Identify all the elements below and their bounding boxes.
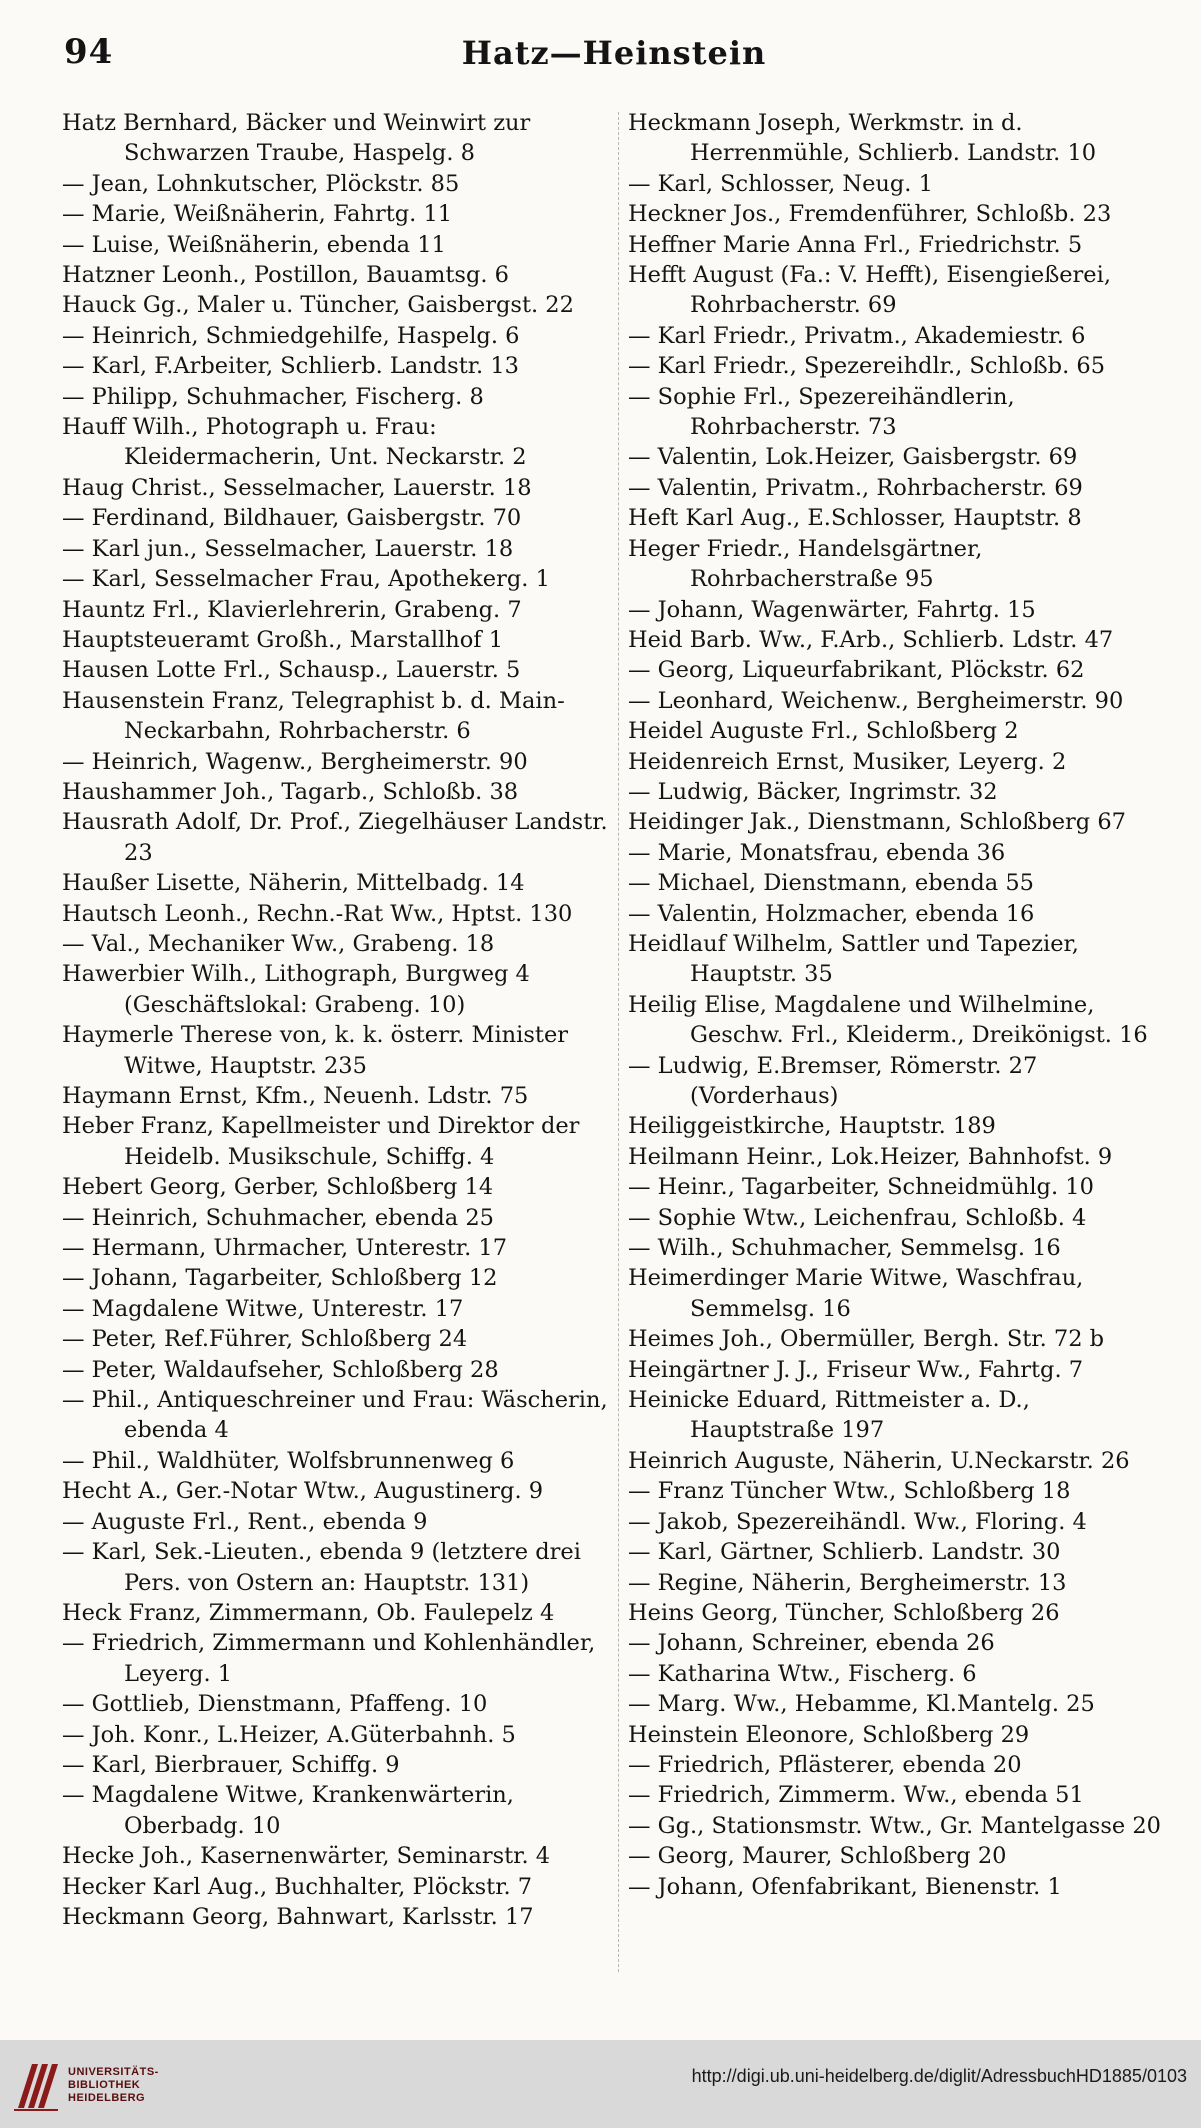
directory-entry: Heffner Marie Anna Frl., Friedrichstr. 5	[628, 231, 1083, 258]
directory-entry: — Heinrich, Schuhmacher, ebenda 25	[62, 1204, 494, 1231]
directory-entry: Hawerbier Wilh., Lithograph, Burgweg 4 (Geschäftslokal: Grabeng. 10)	[62, 961, 530, 1018]
directory-entry: Heidel Auguste Frl., Schloßberg 2	[628, 718, 1019, 745]
directory-entry: — Johann, Ofenfabrikant, Bienenstr. 1	[628, 1873, 1062, 1900]
directory-entry: Hausenstein Franz, Telegraphist b. d. Main-Neckarbahn, Rohrbacherstr. 6	[62, 687, 565, 745]
university-library-logo-icon	[12, 2056, 60, 2114]
directory-entry: Heins Georg, Tüncher, Schloßberg 26	[628, 1599, 1060, 1626]
directory-entry: Hautsch Leonh., Rechn.-Rat Ww., Hptst. 130	[62, 900, 573, 927]
directory-entry: — Franz Tüncher Wtw., Schloßberg 18	[628, 1478, 1071, 1505]
right-column	[628, 108, 1180, 1902]
directory-entry: — Philipp, Schuhmacher, Fischerg. 8	[62, 383, 484, 410]
directory-entry: Heimes Joh., Obermüller, Bergh. Str. 72 b	[628, 1326, 1105, 1353]
directory-entry: — Valentin, Privatm., Rohrbacherstr. 69	[628, 474, 1083, 501]
page-number: 94	[64, 32, 114, 72]
directory-entry: — Sophie Frl., Spezereihändlerin, Rohrbacherstr. 73	[628, 383, 1015, 441]
directory-entry: — Karl Friedr., Privatm., Akademiestr. 6	[628, 322, 1086, 349]
directory-entry: — Jakob, Spezereihändl. Ww., Floring. 4	[628, 1508, 1087, 1535]
directory-entry: Hatz Bernhard, Bäcker und Weinwirt zur Schwarzen Traube, Haspelg. 8	[62, 110, 531, 167]
directory-entry: Heidlauf Wilhelm, Sattler und Tapezier, Hauptstr. 35	[628, 930, 1079, 988]
directory-entry: Heft Karl Aug., E.Schlosser, Hauptstr. 8	[628, 505, 1082, 532]
directory-entry: — Karl, F.Arbeiter, Schlierb. Landstr. 13	[62, 353, 519, 380]
directory-entry: Hauptsteueramt Großh., Marstallhof 1	[62, 626, 504, 653]
directory-entry: — Karl, Sesselmacher Frau, Apothekerg. 1	[62, 566, 550, 593]
directory-entry: — Heinrich, Wagenw., Bergheimerstr. 90	[62, 748, 528, 775]
directory-entry: Hauck Gg., Maler u. Tüncher, Gaisbergst. 22	[62, 292, 574, 319]
left-column	[62, 108, 614, 1932]
directory-entry: Hecke Joh., Kasernenwärter, Seminarstr. 4	[62, 1843, 551, 1870]
directory-entry: Haushammer Joh., Tagarb., Schloßb. 38	[62, 778, 519, 805]
directory-entry: — Luise, Weißnäherin, ebenda 11	[62, 231, 446, 258]
directory-entry: Haußer Lisette, Näherin, Mittelbadg. 14	[62, 870, 525, 897]
directory-entry: — Sophie Wtw., Leichenfrau, Schloßb. 4	[628, 1204, 1087, 1231]
directory-entry: Haug Christ., Sesselmacher, Lauerstr. 18	[62, 474, 532, 501]
directory-entry: — Valentin, Holzmacher, ebenda 16	[628, 900, 1035, 927]
directory-entry: Heiliggeistkirche, Hauptstr. 189	[628, 1113, 996, 1140]
directory-entry: — Leonhard, Weichenw., Bergheimerstr. 90	[628, 687, 1124, 714]
directory-entry: — Marie, Weißnäherin, Fahrtg. 11	[62, 201, 453, 228]
directory-entry: — Regine, Näherin, Bergheimerstr. 13	[628, 1569, 1067, 1596]
directory-entry: — Heinrich, Schmiedgehilfe, Haspelg. 6	[62, 322, 520, 349]
directory-entry: — Friedrich, Pflästerer, ebenda 20	[628, 1751, 1022, 1778]
directory-entry: Heid Barb. Ww., F.Arb., Schlierb. Ldstr. 47	[628, 626, 1114, 653]
directory-entry: Heckmann Georg, Bahnwart, Karlsstr. 17	[62, 1903, 534, 1930]
page-header	[64, 32, 1164, 82]
directory-entry: — Ludwig, Bäcker, Ingrimstr. 32	[628, 778, 998, 805]
directory-entry: — Phil., Waldhüter, Wolfsbrunnenweg 6	[62, 1447, 515, 1474]
running-head: Hatz—Heinstein	[461, 34, 767, 72]
directory-entry: — Marg. Ww., Hebamme, Kl.Mantelg. 25	[628, 1691, 1095, 1718]
directory-entry: Heilig Elise, Magdalene und Wilhelmine, Geschw. Frl., Kleiderm., Dreikönigst. 16	[628, 991, 1148, 1049]
library-logo-text	[68, 2066, 159, 2105]
directory-entry: Hauff Wilh., Photograph u. Frau: Kleidermacherin, Unt. Neckarstr. 2	[62, 414, 527, 471]
logo-line: HEIDELBERG	[68, 2092, 146, 2104]
directory-entry: — Friedrich, Zimmerm. Ww., ebenda 51	[628, 1782, 1084, 1809]
directory-entry: Hauntz Frl., Klavierlehrerin, Grabeng. 7	[62, 596, 522, 623]
directory-entry: Heingärtner J. J., Friseur Ww., Fahrtg. 7	[628, 1356, 1084, 1383]
directory-entry: — Gg., Stationsmstr. Wtw., Gr. Mantelgasse 20	[628, 1812, 1161, 1839]
directory-entry: — Friedrich, Zimmermann und Kohlenhändler, Leyerg. 1	[62, 1630, 596, 1687]
directory-entry: — Jean, Lohnkutscher, Plöckstr. 85	[62, 170, 460, 197]
directory-entry: Hausen Lotte Frl., Schausp., Lauerstr. 5	[62, 657, 521, 684]
directory-entry: — Karl, Sek.-Lieuten., ebenda 9 (letztere drei Pers. von Ostern an: Hauptstr. 131)	[62, 1539, 581, 1596]
directory-entry: Heinstein Eleonore, Schloßberg 29	[628, 1721, 1030, 1748]
directory-entry: — Wilh., Schuhmacher, Semmelsg. 16	[628, 1235, 1061, 1262]
footer-bar	[0, 2040, 1201, 2128]
directory-entry: Haymerle Therese von, k. k. österr. Minister Witwe, Hauptstr. 235	[62, 1022, 569, 1079]
directory-entry: Heber Franz, Kapellmeister und Direktor der Heidelb. Musikschule, Schiffg. 4	[62, 1113, 580, 1170]
directory-entry: — Hermann, Uhrmacher, Unterestr. 17	[62, 1235, 508, 1262]
directory-entry: — Joh. Konr., L.Heizer, A.Güterbahnh. 5	[62, 1721, 516, 1748]
directory-entry: — Johann, Tagarbeiter, Schloßberg 12	[62, 1265, 498, 1292]
directory-entry: — Magdalene Witwe, Unterestr. 17	[62, 1295, 464, 1322]
directory-entry: Hefft August (Fa.: V. Hefft), Eisengießerei, Rohrbacherstr. 69	[628, 262, 1111, 319]
directory-entry: — Johann, Wagenwärter, Fahrtg. 15	[628, 596, 1036, 623]
directory-entry: — Ferdinand, Bildhauer, Gaisbergstr. 70	[62, 505, 522, 532]
directory-entry: — Johann, Schreiner, ebenda 26	[628, 1630, 995, 1657]
source-url-link[interactable]: http://digi.ub.uni-heidelberg.de/diglit/AdressbuchHD1885/0103	[691, 2066, 1187, 2086]
directory-entry: Hecht A., Ger.-Notar Wtw., Augustinerg. 9	[62, 1478, 544, 1505]
column-divider	[618, 112, 619, 1972]
directory-entry: Heckner Jos., Fremdenführer, Schloßb. 23	[628, 201, 1112, 228]
directory-entry: — Valentin, Lok.Heizer, Gaisbergstr. 69	[628, 444, 1078, 471]
directory-entry: Heck Franz, Zimmermann, Ob. Faulepelz 4	[62, 1599, 555, 1626]
directory-entry: — Gottlieb, Dienstmann, Pfaffeng. 10	[62, 1691, 488, 1718]
directory-entry: — Georg, Maurer, Schloßberg 20	[628, 1843, 1007, 1870]
directory-entry: Heidenreich Ernst, Musiker, Leyerg. 2	[628, 748, 1067, 775]
directory-entry: Haymann Ernst, Kfm., Neuenh. Ldstr. 75	[62, 1083, 529, 1109]
directory-entry: — Karl, Gärtner, Schlierb. Landstr. 30	[628, 1539, 1061, 1566]
logo-line: BIBLIOTHEK	[68, 2079, 141, 2091]
directory-entry: Heimerdinger Marie Witwe, Waschfrau, Semmelsg. 16	[628, 1265, 1084, 1322]
directory-entry: — Ludwig, E.Bremser, Römerstr. 27 (Vorderhaus)	[628, 1052, 1038, 1109]
directory-entry: — Magdalene Witwe, Krankenwärterin, Oberbadg. 10	[62, 1782, 514, 1839]
directory-entry: Heckmann Joseph, Werkmstr. in d. Herrenmühle, Schlierb. Landstr. 10	[628, 110, 1097, 167]
directory-entry: Hatzner Leonh., Postillon, Bauamtsg. 6	[62, 262, 509, 289]
directory-entry: — Phil., Antiqueschreiner und Frau: Wäscherin, ebenda 4	[62, 1387, 608, 1444]
directory-entry: — Heinr., Tagarbeiter, Schneidmühlg. 10	[628, 1174, 1094, 1201]
directory-entry: Heidinger Jak., Dienstmann, Schloßberg 67	[628, 809, 1126, 836]
directory-entry: — Karl jun., Sesselmacher, Lauerstr. 18	[62, 535, 514, 562]
directory-entry: — Val., Mechaniker Ww., Grabeng. 18	[62, 930, 495, 957]
directory-entry: Hebert Georg, Gerber, Schloßberg 14	[62, 1174, 494, 1201]
directory-entry: Heinrich Auguste, Näherin, U.Neckarstr. 26	[628, 1447, 1130, 1474]
directory-entry: Hausrath Adolf, Dr. Prof., Ziegelhäuser Landstr. 23	[62, 809, 608, 866]
directory-entry: — Peter, Ref.Führer, Schloßberg 24	[62, 1326, 468, 1353]
directory-entry: — Peter, Waldaufseher, Schloßberg 28	[62, 1356, 499, 1383]
directory-entry: — Karl, Schlosser, Neug. 1	[628, 170, 933, 197]
directory-entry: Hecker Karl Aug., Buchhalter, Plöckstr. 7	[62, 1873, 533, 1900]
directory-entry: — Katharina Wtw., Fischerg. 6	[628, 1660, 977, 1687]
logo-line: UNIVERSITÄTS-	[68, 2066, 159, 2078]
directory-entry: — Auguste Frl., Rent., ebenda 9	[62, 1508, 428, 1535]
directory-entry: — Karl Friedr., Spezereihdlr., Schloßb. 65	[628, 353, 1106, 380]
directory-entry: — Michael, Dienstmann, ebenda 55	[628, 870, 1034, 897]
directory-entry: — Karl, Bierbrauer, Schiffg. 9	[62, 1751, 400, 1778]
directory-entry: — Marie, Monatsfrau, ebenda 36	[628, 839, 1006, 866]
directory-entry: Heger Friedr., Handelsgärtner, Rohrbacherstraße 95	[628, 535, 983, 593]
directory-entry: Heilmann Heinr., Lok.Heizer, Bahnhofst. 9	[628, 1143, 1113, 1170]
directory-entry: Heinicke Eduard, Rittmeister a. D., Hauptstraße 197	[628, 1387, 1030, 1444]
directory-entry: — Georg, Liqueurfabrikant, Plöckstr. 62	[628, 657, 1085, 684]
